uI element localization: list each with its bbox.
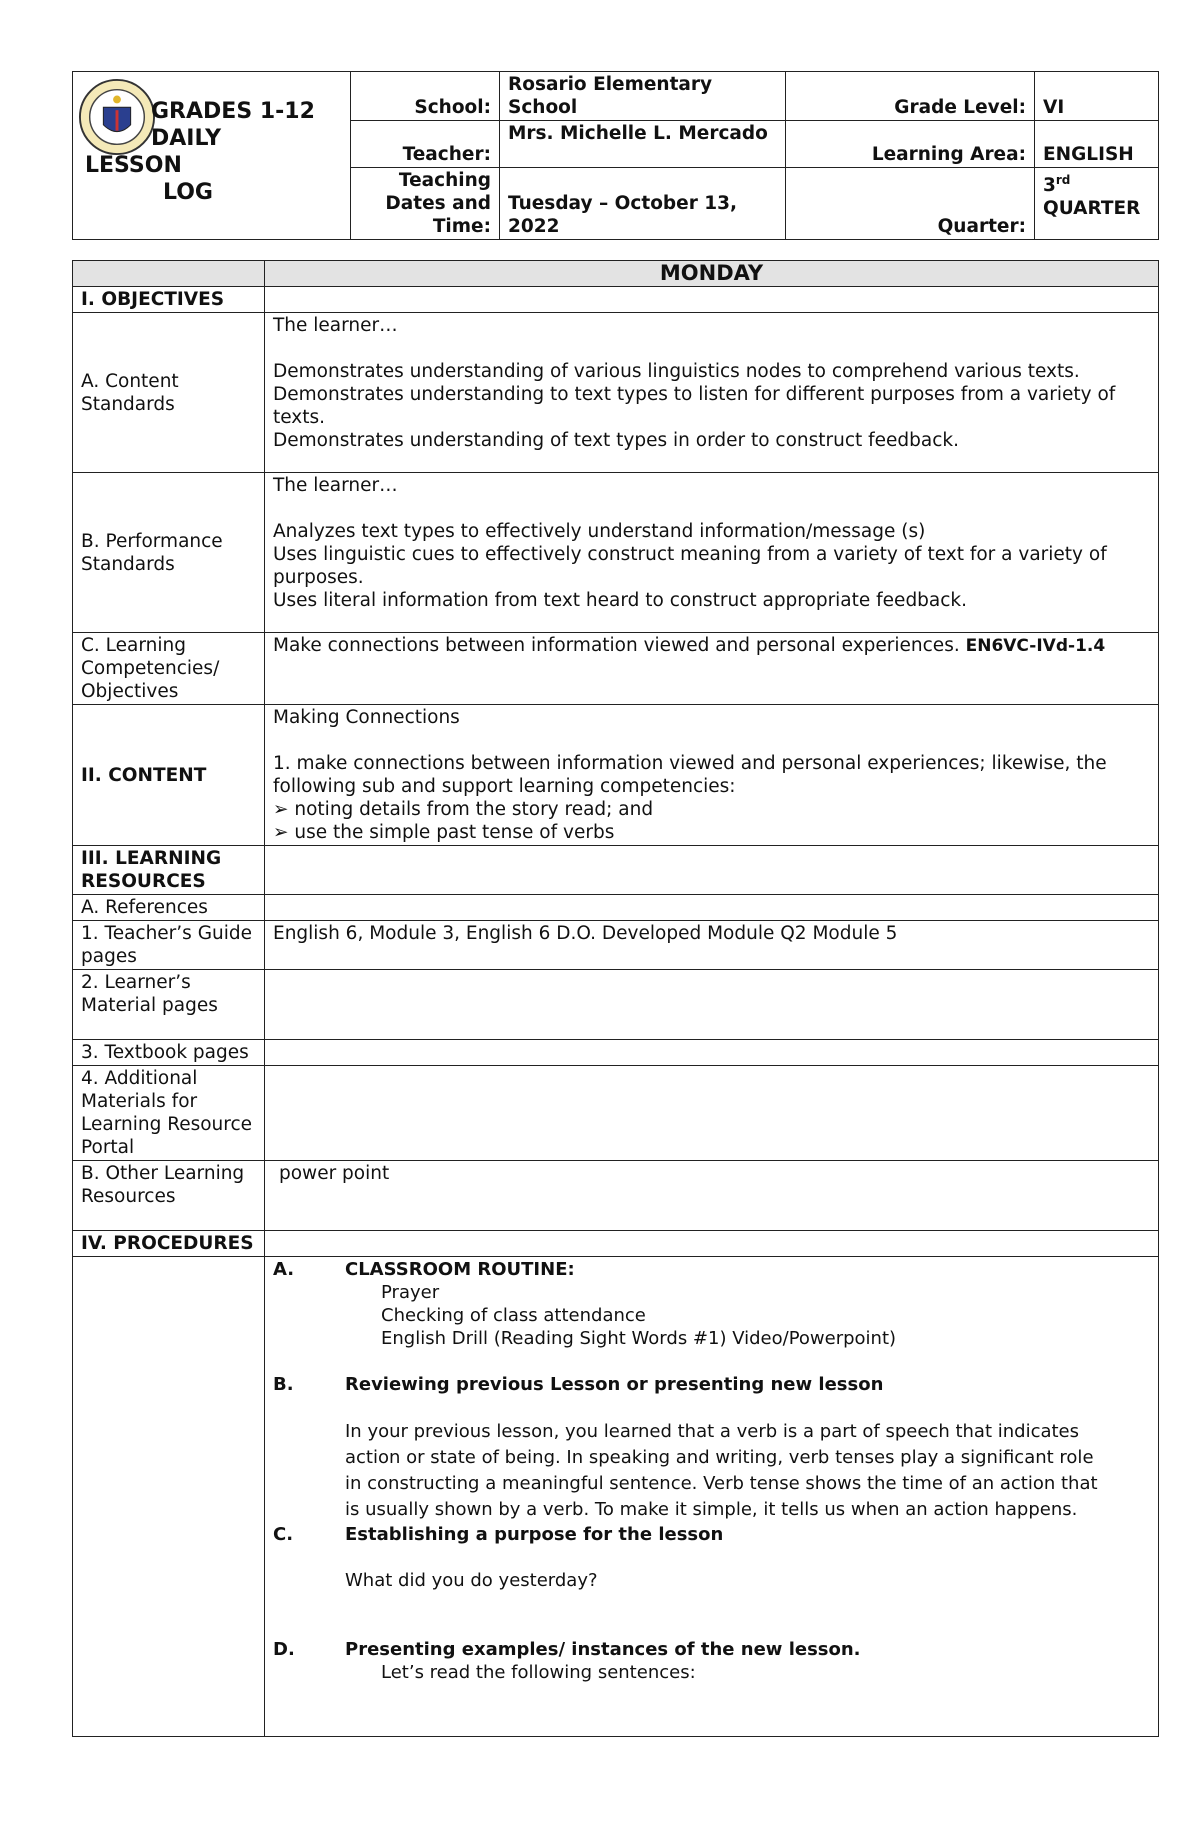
competencies-text: Make connections between information viewed and personal experiences. EN6VC-IVd-1.4 bbox=[265, 633, 1159, 705]
quarter-value: 3rd QUARTER bbox=[1035, 168, 1159, 240]
lesson-table bbox=[72, 260, 1159, 1737]
tg-pages-label: 1. Teacher’s Guide pages bbox=[73, 921, 265, 970]
references-label: A. References bbox=[73, 895, 265, 921]
competencies-label: C. Learning Competencies/ Objectives bbox=[73, 633, 265, 705]
performance-standards-label: B. Performance Standards bbox=[73, 473, 265, 633]
resources-heading: III. LEARNING RESOURCES bbox=[73, 846, 265, 895]
tg-pages-value: English 6, Module 3, English 6 D.O. Developed Module Q2 Module 5 bbox=[265, 921, 1159, 970]
other-resources-value: power point bbox=[265, 1161, 1159, 1231]
day-heading: MONDAY bbox=[265, 261, 1159, 287]
content-heading: II. CONTENT bbox=[73, 705, 265, 846]
quarter-label: Quarter: bbox=[786, 168, 1035, 240]
dates-value: Tuesday – October 13, 2022 bbox=[500, 168, 786, 240]
teacher-label: Teacher: bbox=[351, 121, 500, 168]
other-resources-label: B. Other Learning Resources bbox=[73, 1161, 265, 1231]
area-value: ENGLISH bbox=[1035, 121, 1159, 168]
school-value: Rosario Elementary School bbox=[500, 72, 786, 121]
teacher-value: Mrs. Michelle L. Mercado bbox=[500, 121, 786, 168]
procedures-text: A. CLASSROOM ROUTINE: Prayer Checking of class attendance English Drill (Reading Sight Words #1) Video/Powerpoint) B. Reviewing previous Lesson or presenting new lesson In your previous lesson, you learned that a verb is a part of speech that indicates action or state of being. In speaking and writing, verb tenses play a significant role in constructing a meaningful sentence. Verb tense shows the time of an action that is usually shown by a verb. To make it simple, it tells us when an action happens. C. Establishing a purpose for the lesson What did you do yesterday? D. Presenting examples/ instances of the new lesson. Let’s read the following sentences: bbox=[265, 1257, 1159, 1737]
additional-materials-label: 4. Additional Materials for Learning Resource Portal bbox=[73, 1066, 265, 1161]
objectives-heading: I. OBJECTIVES bbox=[73, 287, 265, 313]
content-standards-label: A. Content Standards bbox=[73, 313, 265, 473]
lm-pages-label: 2. Learner’s Material pages bbox=[73, 970, 265, 1040]
textbook-pages-label: 3. Textbook pages bbox=[73, 1040, 265, 1066]
content-text: Making Connections 1. make connections between information viewed and personal experiences; likewise, the following sub and support learning competencies: ➢ noting details from the story read; and ➢ use the simple past tense of verbs bbox=[265, 705, 1159, 846]
procedures-heading: IV. PROCEDURES bbox=[73, 1231, 265, 1257]
grade-value: VI bbox=[1035, 72, 1159, 121]
content-standards-text: The learner… Demonstrates understanding of various linguistics nodes to comprehend various texts. Demonstrates understanding to text types to listen for different purposes from a variety of texts. Demonstrates understanding of text types in order to construct feedback. bbox=[265, 313, 1159, 473]
area-label: Learning Area: bbox=[786, 121, 1035, 168]
header-logo-cell bbox=[73, 72, 351, 240]
grade-label: Grade Level: bbox=[786, 72, 1035, 121]
school-label: School: bbox=[351, 72, 500, 121]
performance-standards-text: The learner… Analyzes text types to effectively understand information/message (s) Uses linguistic cues to effectively construct meaning from a variety of text for a variety of purposes. Uses literal information from text heard to construct appropriate feedback. bbox=[265, 473, 1159, 633]
dates-label: Teaching Dates and Time: bbox=[351, 168, 500, 240]
dll-title: GRADES 1-12 DAILY LESSON LOG bbox=[85, 99, 315, 205]
header-table bbox=[72, 71, 1159, 240]
